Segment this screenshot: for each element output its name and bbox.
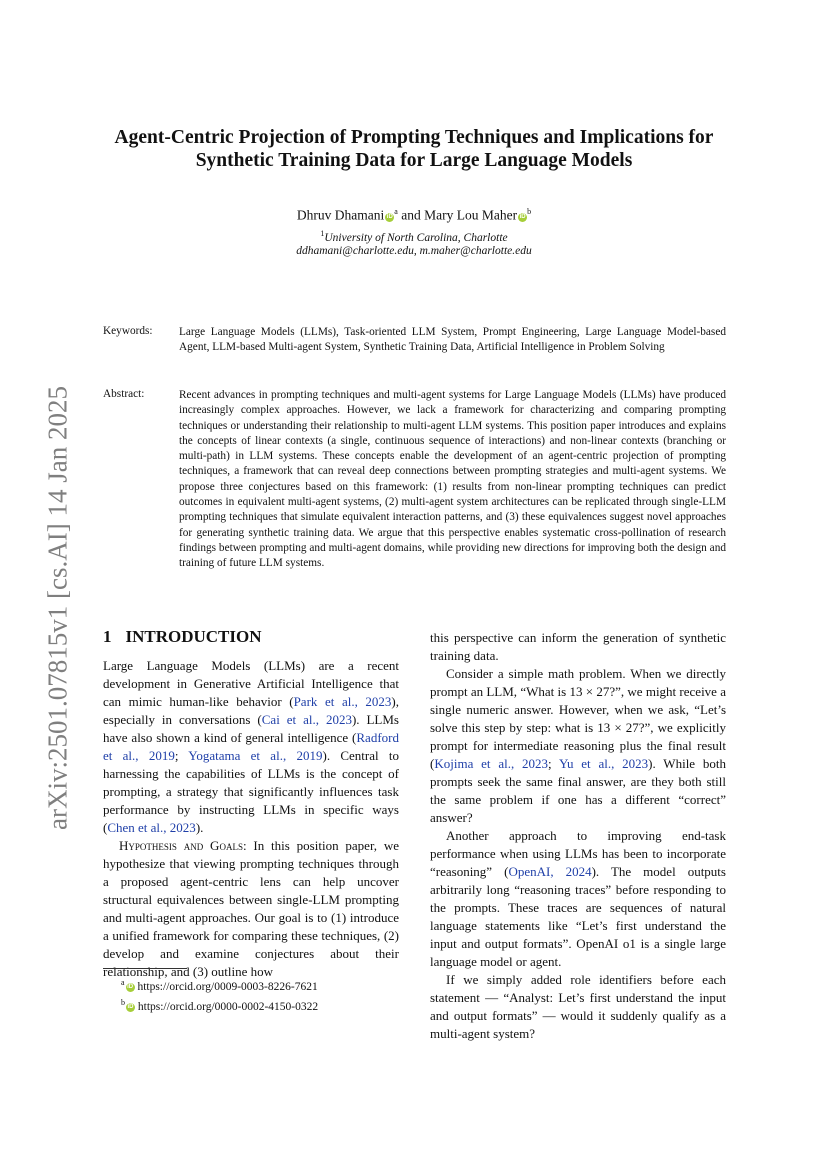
text-span: ). — [195, 820, 204, 835]
author-1-mark: a — [394, 207, 398, 216]
footnote-a — [121, 975, 318, 995]
keywords-label: Keywords: — [103, 325, 153, 337]
text-span: ). The model outputs arbitrarily long “reasoning traces” before responding to the prompts. These traces are sequences of natural language statements like “Let’s first understand the input and output formats”. OpenAI o1 is a single large language model or agent. — [430, 864, 726, 969]
text-span: ). LLMs have also shown a kind of general intelligence ( — [103, 712, 399, 745]
text-span: Another approach to improving end-task performance when using LLMs has been to incorporate “reasoning” ( — [430, 828, 726, 879]
section-heading — [103, 627, 262, 647]
orcid-url[interactable]: https://orcid.org/0000-0002-4150-0322 — [137, 1000, 319, 1013]
citation-link[interactable]: Kojima et al., 2023 — [434, 756, 549, 771]
text-span: Large Language Models (LLMs) are a recent development in Generative Artificial Intelligence that can mimic human-like behavior ( — [103, 658, 399, 709]
affiliation — [90, 229, 738, 244]
orcid-url[interactable]: https://orcid.org/0009-0003-8226-7621 — [137, 980, 318, 993]
intro-paragraph-1 — [103, 657, 399, 837]
orcid-icon[interactable]: iD — [386, 213, 393, 220]
text-span: Consider a simple math problem. When we directly prompt an LLM, “What is 13 × 27?”, we might receive a single numeric answer. However, when we ask, “Let’s solve this step by step: what is 13 × 27?”, we explicitly prompt for intermediate reasoning plus the final result ( — [430, 666, 726, 771]
orcid-icon[interactable]: iD — [127, 983, 134, 990]
citation-link[interactable]: Chen et al., 2023 — [107, 820, 196, 835]
run-in-heading: Hypothesis and Goals: — [119, 838, 247, 853]
text-span: ). While both prompts seek the same final answer, are they both still the same problem if one has a different “correct” answer? — [430, 756, 726, 825]
orcid-icon[interactable]: iD — [519, 213, 526, 220]
title-line-1: Agent-Centric Projection of Prompting Techniques and Implications for — [114, 127, 714, 148]
text-span: ; — [174, 748, 189, 763]
citation-link[interactable]: OpenAI, 2024 — [508, 864, 592, 879]
abstract-label: Abstract: — [103, 388, 145, 400]
section-number: 1 — [103, 627, 112, 646]
author-2-mark: b — [527, 207, 532, 216]
orcid-icon[interactable]: iD — [127, 1003, 134, 1010]
author-1-name: Dhruv Dhamani — [296, 207, 385, 223]
section-title: INTRODUCTION — [125, 627, 262, 646]
arxiv-sidebar-stamp: arXiv:2501.07815v1 [cs.AI] 14 Jan 2025 — [42, 386, 73, 830]
right-paragraph-0: this perspective can inform the generation of synthetic training data. — [430, 630, 726, 663]
author-conjunction: and — [397, 207, 425, 223]
text-span: ). Central to harnessing the capabilities of LLMs is the concept of prompting, a strategy that significantly influences task performance by instructing LLMs in specific ways ( — [103, 748, 399, 835]
left-column — [103, 657, 399, 981]
citation-link[interactable]: Yu et al., 2023 — [559, 756, 649, 771]
right-column — [430, 629, 726, 1043]
right-paragraph-1 — [430, 665, 726, 827]
footnotes — [121, 975, 318, 1015]
author-emails: ddhamani@charlotte.edu, m.maher@charlotte.edu — [296, 245, 532, 257]
keywords-text: Large Language Models (LLMs), Task-oriented LLM System, Prompt Engineering, Large Language Model-based Agent, LLM-based Multi-agent System, Synthetic Training Data, Artificial Intelligence in Problem Solving — [179, 326, 726, 354]
text-span: ), especially in conversations ( — [103, 694, 399, 727]
citation-link[interactable]: Radford et al., 2019 — [103, 730, 399, 763]
paper-title — [90, 126, 738, 172]
citation-link[interactable]: Yogatama et al., 2019 — [188, 748, 323, 763]
affiliation-text: University of North Carolina, Charlotte — [324, 231, 508, 244]
title-line-2: Synthetic Training Data for Large Language Models — [195, 150, 633, 171]
citation-link[interactable]: Park et al., 2023 — [293, 694, 392, 709]
right-paragraph-3: If we simply added role identifiers before each statement — “Analyst: Let’s first understand the input and output formats” — would it suddenly qualify as a multi-agent system? — [430, 972, 726, 1041]
author-line — [90, 207, 738, 224]
footnote-mark: a — [121, 978, 125, 987]
text-span: ; — [548, 756, 559, 771]
abstract-text: Recent advances in prompting techniques and multi-agent systems for Large Language Models (LLMs) have produced increasingly complex approaches. However, we lack a framework for characterizing and comparing prompting techniques or understanding their relationship to multi-agent LLM systems. This position paper introduces and explains the concepts of linear contexts (a single, continuous sequence of interactions) and non-linear contexts (branching or multi-path) in LLM systems. These concepts enable the development of an agent-centric projection of prompting techniques, a framework that can reveal deep connections between prompting strategies and multi-agent systems. We propose three conjectures based on this framework: (1) results from non-linear prompting techniques can predict outcomes in equivalent multi-agent systems, (2) multi-agent system architectures can be replicated through single-LLM prompting techniques that simulate equivalent interaction patterns, and (3) these equivalences suggest novel approaches for generating synthetic training data. We argue that this perspective enables systematic cross-pollination of research findings between prompting and multi-agent domains, while providing new directions for improving both the design and training of future LLM systems. — [179, 389, 726, 570]
affiliation-mark: 1 — [320, 229, 325, 238]
text-span: In this position paper, we hypothesize that viewing prompting techniques through a proposed agent-centric lens can help uncover structural equivalences between single-LLM prompting and multi-agent approaches. Our goal is to (1) introduce a unified framework for comparing these techniques, (2) develop and examine conjectures about their relationship, and (3) outline how — [103, 838, 399, 979]
footnote-b — [121, 995, 318, 1015]
citation-link[interactable]: Cai et al., 2023 — [261, 712, 352, 727]
footnote-mark: b — [121, 997, 125, 1007]
right-paragraph-2 — [430, 827, 726, 971]
intro-paragraph-2 — [103, 837, 399, 981]
author-2-name: Mary Lou Maher — [424, 207, 518, 223]
footnote-rule — [103, 968, 187, 969]
